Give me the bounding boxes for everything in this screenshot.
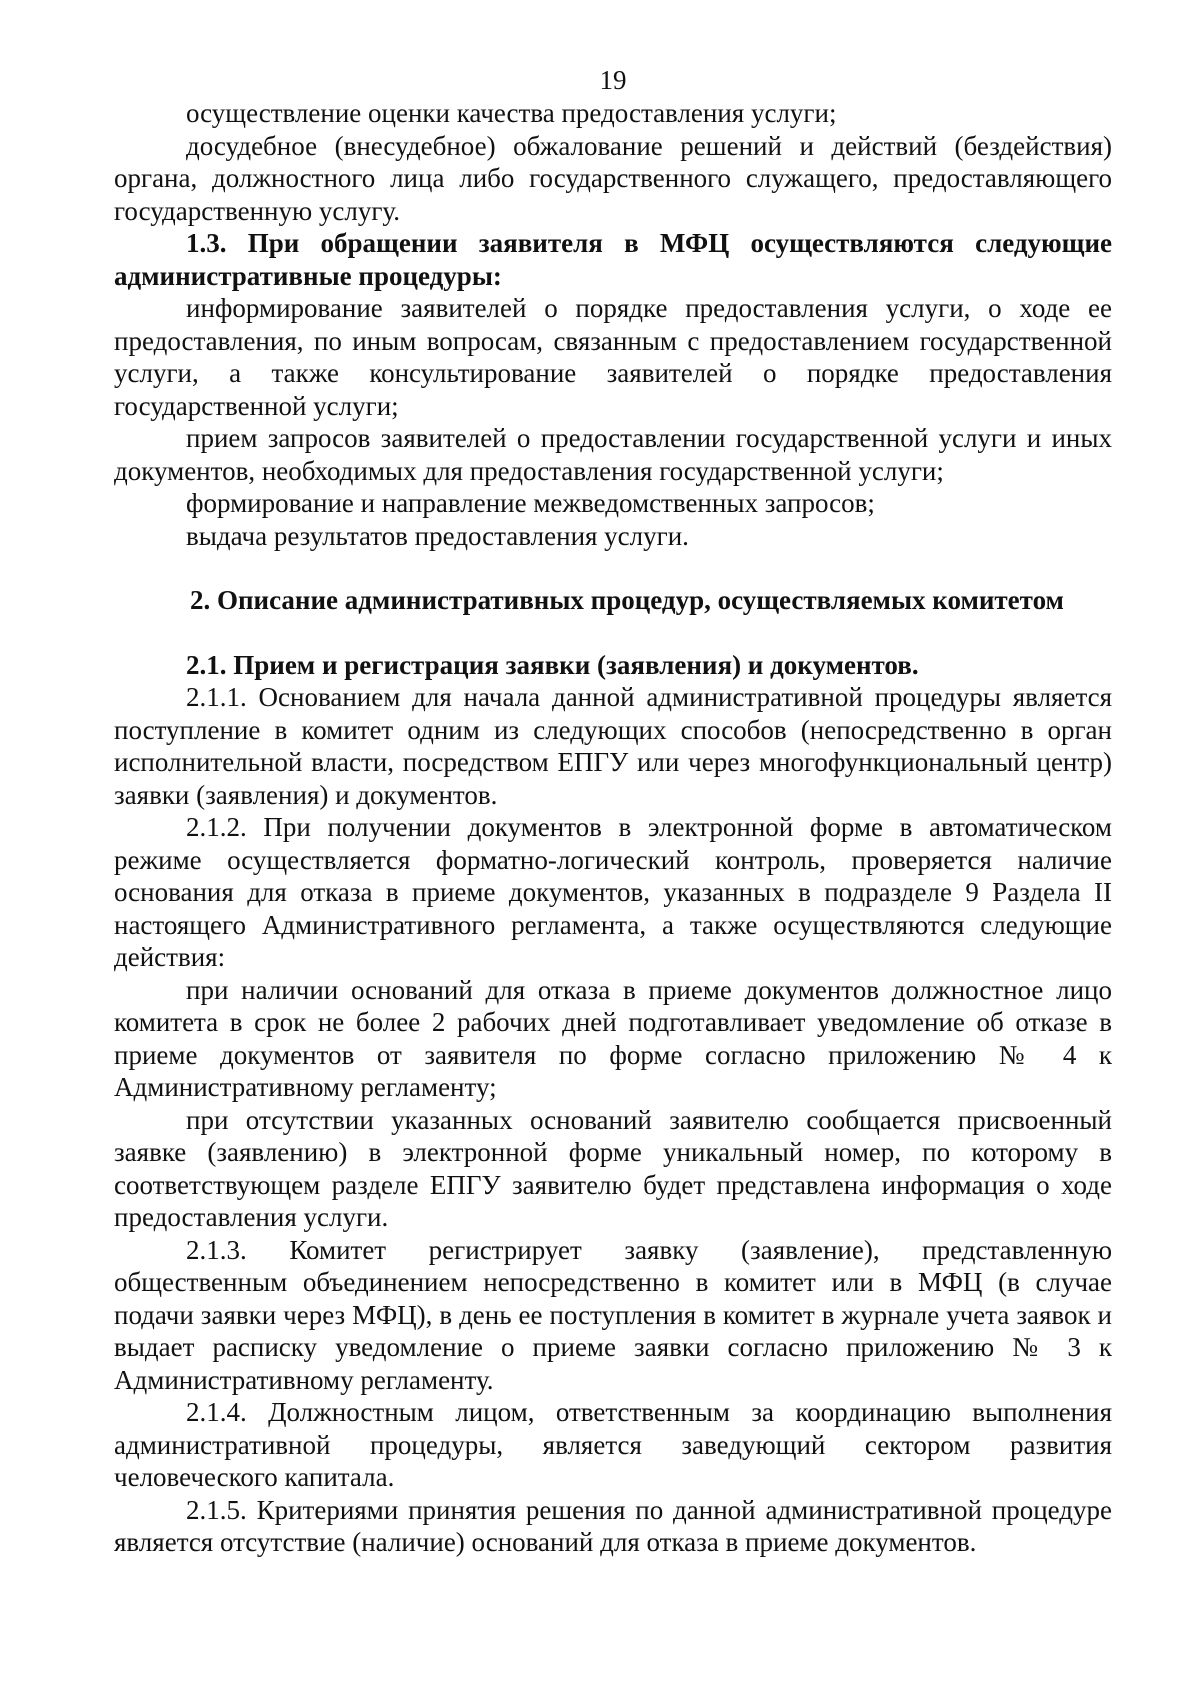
paragraph-quality-assessment: осуществление оценки качества предоставления услуги; <box>186 98 837 128</box>
heading-2-1: 2.1. Прием и регистрация заявки (заявления) и документов. <box>186 649 919 680</box>
document-page <box>114 64 1112 1559</box>
heading-section-2: 2. Описание административных процедур, осуществляемых комитетом <box>190 585 1064 615</box>
paragraph-2-1-5: 2.1.5. Критериями принятия решения по данной административной процедуре является отсутствие (наличие) оснований для отказа в приеме документов. <box>114 1494 1112 1557</box>
paragraph-informing: информирование заявителей о порядке предоставления услуги, о ходе ее предоставления, по иным вопросам, связанным с предоставлением государственной услуги, а также консультирование заявителей о порядке предоставления государственной услуги; <box>114 293 1112 421</box>
page-number: 19 <box>599 65 627 95</box>
paragraph-refusal-grounds: при наличии оснований для отказа в приеме документов должностное лицо комитета в срок не более 2 рабочих дней подготавливает уведомление об отказе в приеме документов от заявителя по форме согласно приложению № 4 к Административному регламенту; <box>114 974 1112 1102</box>
paragraph-no-refusal-grounds: при отсутствии указанных оснований заявителю сообщается присвоенный заявке (заявлению) в электронной форме уникальный номер, по которому в соответствующем разделе ЕПГУ заявителю будет представлена информация о ходе предоставления услуги. <box>114 1104 1112 1232</box>
paragraph-pretrial-appeal: досудебное (внесудебное) обжалование решений и действий (бездействия) органа, должностного лица либо государственного служащего, предоставляющего государственную услугу. <box>114 130 1112 226</box>
paragraph-2-1-4: 2.1.4. Должностным лицом, ответственным за координацию выполнения административной процедуры, является заведующий сектором развития человеческого капитала. <box>114 1397 1112 1492</box>
paragraph-2-1-1: 2.1.1. Основанием для начала данной административной процедуры является поступление в комитет одним из следующих способов (непосредственно в орган исполнительной власти, посредством ЕПГУ или через многофункциональный центр) заявки (заявления) и документов. <box>114 682 1112 810</box>
paragraph-interagency-requests: формирование и направление межведомственных запросов; <box>186 488 875 518</box>
paragraph-issuing-results: выдача результатов предоставления услуги. <box>186 520 689 551</box>
paragraph-2-1-3: 2.1.3. Комитет регистрирует заявку (заявление), представленную общественным объединением непосредственно в комитет или в МФЦ (в случае подачи заявки через МФЦ), в день ее поступления в комитет в журнале учета заявок и выдает расписку уведомление о приеме заявки согласно приложению № 3 к Административному регламенту. <box>114 1234 1112 1395</box>
paragraph-accepting-requests: прием запросов заявителей о предоставлении государственной услуги и иных документов, необходимых для предоставления государственной услуги; <box>114 423 1112 486</box>
paragraph-2-1-2: 2.1.2. При получении документов в электронной форме в автоматическом режиме осуществляется форматно-логический контроль, проверяется наличие основания для отказа в приеме документов, указанных в подразделе 9 Раздела II настоящего Административного регламента, а также осуществляются следующие действия: <box>114 812 1112 972</box>
heading-1-3: 1.3. При обращении заявителя в МФЦ осуществляются следующие административные процедуры: <box>114 228 1112 291</box>
